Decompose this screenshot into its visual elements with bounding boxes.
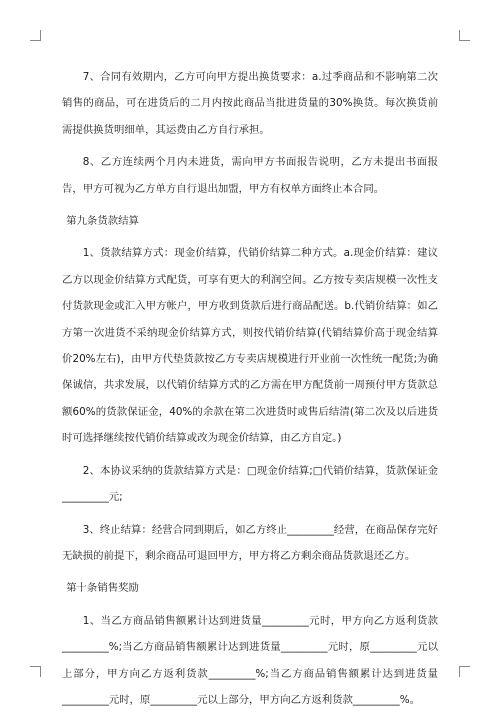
- clause-1-sales-reward: 1、当乙方商品销售额累计达到进货量_________元时，甲方向乙方返利货款_________%;当乙方商品销售额累计达到进货量_________元时，原_________元以上部分，甲方向乙方返利货款_________%;当乙方商品销售额累计达到进货量_________元时，原_________元以上部分，甲方向乙方返利货款_________%。: [62, 614, 438, 706]
- crop-mark-bottom-right: [459, 666, 470, 677]
- crop-mark-bottom-left: [30, 666, 41, 677]
- crop-mark-top-right: [459, 30, 470, 41]
- document-body: [62, 64, 438, 719]
- clause-8-no-purchase: 8、乙方连续两个月内未进货，需向甲方书面报告说明，乙方未提出书面报告，甲方可视为乙方单方自行退出加盟，甲方有权单方面终止本合同。: [62, 156, 438, 195]
- section-heading-article-10: 第十条销售奖励: [66, 582, 139, 595]
- clause-3-termination: 3、终止结算：经营合同到期后，如乙方终止_________经营，在商品保存完好无缺损的前提下，剩余商品可退回甲方，甲方将乙方剩余商品货款退还乙方。: [62, 523, 438, 562]
- clause-7-exchange: 7、合同有效期内，乙方可向甲方提出换货要求：a.过季商品和不影响第二次销售的商品，可在进货后的二月内按此商品当批进货量的30%换货。每次换货前需提供换货明细单，其运费由乙方自行承担。: [62, 71, 438, 136]
- crop-mark-top-left: [30, 30, 41, 41]
- clause-2-settlement-choice: 2、本协议采纳的货款结算方式是：□现金价结算;□代销价结算，货款保证金_________元;: [62, 464, 438, 504]
- section-heading-article-9: 第九条货款结算: [66, 215, 139, 228]
- clause-1-settlement-method: 1、货款结算方式：现金价结算，代销价结算二种方式。a.现金价结算：建议乙方以现金价结算方式配货，可享有更大的利润空间。乙方按专卖店规模一次性支付货款现金或汇入甲方帐户，甲方收到货款后进行商品配送。b.代销价结算：如乙方第一次进货不采纳现金价结算方式，则按代销价结算(代销结算价高于现金结算价20%左右)，由甲方代垫货款按乙方专卖店规模进行开业前一次性统一配货;为确保诚信，共求发展，以代销价结算方式的乙方需在甲方配货前一周预付甲方货款总额60%的货款保证金，40%的余款在第二次进货时或售后结清(第二次及以后进货时可选择继续按代销价结算或改为现金价结算，由乙方自定。): [62, 247, 438, 445]
